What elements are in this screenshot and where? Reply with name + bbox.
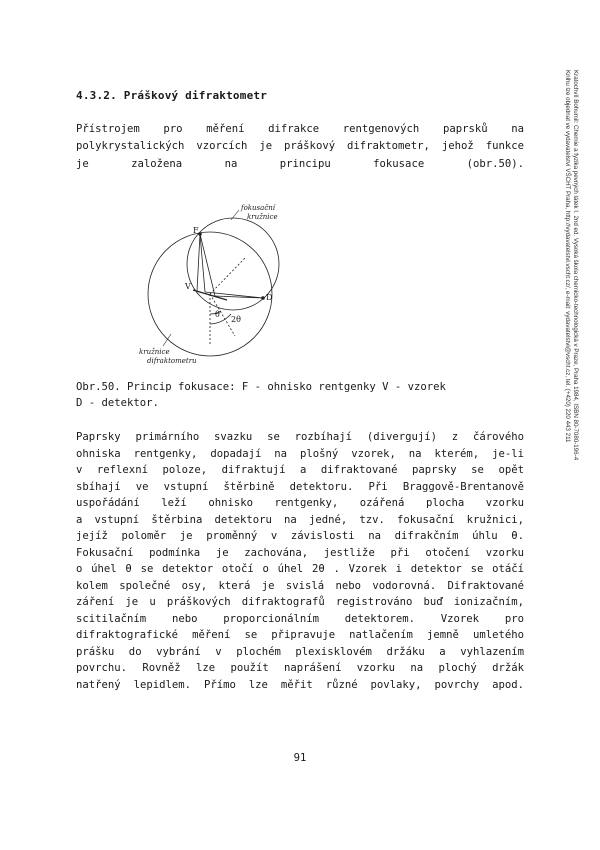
text-line: jejíž poloměr je proměnný v závislosti na difrakčním úhlu θ. xyxy=(76,530,524,542)
point-v-label: V xyxy=(185,282,191,291)
caption-line: Obr.50. Princip fokusace: F - ohnisko rentgenky V - vzorek xyxy=(76,381,446,393)
text-line: difraktografické měření se připravuje natlačením jemně umletého xyxy=(76,629,524,641)
detector-point xyxy=(262,297,265,300)
side-copyright-note xyxy=(564,70,579,630)
text-line: o úhel θ se detektor otočí o úhel 2θ . Vzorek i detektor se otáčí xyxy=(76,563,524,575)
side-note-line: Knihu lze objednat ve vydavatelství VŠCHT Praha, http://vydavatelstvi.vscht.cz/, e-mail: vydavatelstvi@vscht.cz, tel. (+420) 220 443 211 xyxy=(564,70,571,443)
body-paragraph xyxy=(76,429,524,693)
page-number: 91 xyxy=(293,752,307,764)
text-line: polykrystalických vzorcích je práškový difraktometr, jehož funkce xyxy=(76,140,524,153)
point-d-label: D xyxy=(266,293,273,302)
text-line: Přístrojem pro měření difrakce rentgenových paprsků na xyxy=(76,123,524,135)
section-heading: 4.3.2. Práškový difraktometr xyxy=(76,89,268,102)
text-line: kolem společné osy, která je svislá nebo vodorovná. Difraktované xyxy=(76,579,524,592)
focus-circle-label-2: kružnice xyxy=(247,213,278,221)
text-line: v reflexní poloze, difraktují a difraktované paprsky se opět xyxy=(76,464,524,476)
text-line: natřený lepidlem. Přímo lze měřit různé povlaky, povrchy apod. xyxy=(76,678,524,691)
text-line: prášku do vybrání v plochém plexisklovém držáku a vyhlazením xyxy=(76,645,524,658)
text-line: scitilačním nebo proporcionálním detektorem. Vzorek pro xyxy=(76,612,524,625)
primary-beam xyxy=(200,234,215,296)
text-line: ohniska rentgenky, dopadají na plošný vzorek, na kterém, je-li xyxy=(76,447,524,460)
side-note-line: Kratochvíl Bohumil: Chemie a fyzika pevných látek I. 2nd ed. Vysoká škola chemicko-technologická v Praze, Praha 1984, ISBN 80-7080-196-4 xyxy=(572,70,579,461)
two-theta-label: 2θ xyxy=(231,315,241,324)
text-line: sbíhají ve vstupní štěrbině detektoru. Při Braggově-Brentanově xyxy=(76,480,524,493)
text-line: je založena na principu fokusace (obr.50). xyxy=(76,157,524,170)
point-f-label: F xyxy=(193,226,199,235)
text-line: záření je u práškových difraktografů registrováno buď ionizačním, xyxy=(76,596,524,608)
two-theta-arc xyxy=(210,314,231,324)
text-line: povrchu. Rovněž lze použít naprášení vzorku na plochý držák xyxy=(76,662,524,674)
text-line: uspořádání leží ohnisko rentgenky, ozářená plocha vzorku xyxy=(76,497,524,509)
side-note-text xyxy=(563,70,579,460)
text-line: Fokusační podmínka je zachována, jestliže při otočení vzorku xyxy=(76,546,524,559)
focus-circle-label-1: fokusační xyxy=(241,204,275,212)
intro-paragraph xyxy=(76,121,524,173)
focusing-diagram xyxy=(135,196,305,376)
diffractometer-circle-label-1: kružnice xyxy=(139,348,170,356)
theta-label: θ xyxy=(215,310,220,319)
text-line: a vstupní štěrbina detektoru na jedné, tzv. fokusační kružnici, xyxy=(76,513,524,526)
text-line: Paprsky primárního svazku se rozbíhají (divergují) z čárového xyxy=(76,431,524,443)
diffractometer-circle-label-2: difraktometru xyxy=(147,357,197,365)
primary-beam xyxy=(197,234,200,291)
caption-line: D - detektor. xyxy=(76,397,159,409)
figure-caption xyxy=(76,379,446,411)
focus-point xyxy=(199,233,202,236)
axis-line xyxy=(210,258,245,294)
